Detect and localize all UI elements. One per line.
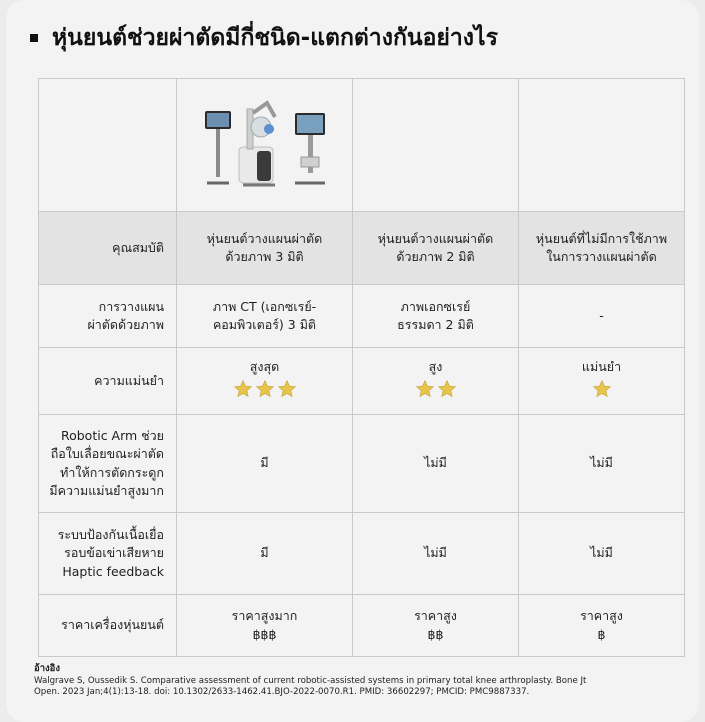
reference-heading: อ้างอิง [34,663,61,674]
star-icon [277,379,297,399]
price-col1 [177,595,353,657]
robotic-arm-label [39,415,177,513]
col3-header [519,212,685,285]
header-label: คุณสมบัติ [39,212,177,285]
title-text: หุ่นยนต์ช่วยผ่าตัดมีกี่ชนิด-แตกต่างกันอย่างไร [52,25,498,51]
imaging-row [39,285,685,348]
imaging-label [39,285,177,348]
col3-header-line2: ในการวางแผนผ่าตัด [546,249,657,264]
robotic-arm-row [39,415,685,513]
robotic-arm-col3: ไม่มี [519,415,685,513]
accuracy-col1 [177,348,353,415]
star-icon [592,379,612,399]
accuracy-col2 [353,348,519,415]
accuracy-col2-stars [359,379,512,404]
haptic-label-line3: Haptic feedback [62,563,164,579]
col2-header-line2: ด้วยภาพ 2 มิติ [396,249,475,264]
reference-line2: Open. 2023 Jan;4(1):13-18. doi: 10.1302/2633-1462.41.BJO-2022-0070.R1. PMID: 36602297; PMCID: PMC9887337. [34,687,530,698]
col1-header [177,212,353,285]
price-col1-text: ราคาสูงมาก [231,608,298,624]
accuracy-label: ความแม่นยำ [39,348,177,415]
comparison-table [38,78,685,657]
imaging-col2-line1: ภาพเอกซเรย์ [400,298,471,314]
header-row [39,212,685,285]
star-icon [437,379,457,399]
haptic-col3: ไม่มี [519,513,685,595]
price-col1-symbol: ฿฿฿ [252,626,277,642]
accuracy-col3 [519,348,685,415]
haptic-label-line1: ระบบป้องกันเนื้อเยื่อ [57,527,164,543]
haptic-col1: มี [177,513,353,595]
price-col3-symbol: ฿ [597,626,606,642]
price-row [39,595,685,657]
robotic-arm-col2: ไม่มี [353,415,519,513]
robotic-arm-col1: มี [177,415,353,513]
robot-image-cell [177,79,353,212]
surgical-robot-image [195,99,335,191]
accuracy-row [39,348,685,415]
accuracy-col3-text: แม่นยำ [581,359,622,375]
robotic-arm-label-line3: ทำให้การตัดกระดูก [60,464,164,480]
reference-line1: Walgrave S, Oussedik S. Comparative assessment of current robotic-assisted systems in primary total knee arthroplasty. Bone Jt [34,675,587,686]
imaging-col1 [177,285,353,348]
empty-cell [39,79,177,212]
imaging-col1-line2: คอมพิวเตอร์) 3 มิติ [212,317,317,332]
accuracy-col3-stars [525,379,678,404]
imaging-col2 [353,285,519,348]
price-col2-text: ราคาสูง [414,608,457,624]
price-col2-symbol: ฿฿ [427,626,444,642]
haptic-row [39,513,685,595]
col1-header-line1: หุ่นยนต์วางแผนผ่าตัด [206,230,323,246]
imaging-col1-line1: ภาพ CT (เอกซเรย์- [212,298,317,314]
bullet-icon [30,34,38,42]
col2-header [353,212,519,285]
star-icon [233,379,253,399]
imaging-col3: - [519,285,685,348]
reference [34,663,684,699]
empty-cell [519,79,685,212]
price-col3-text: ราคาสูง [580,608,623,624]
col1-header-line2: ด้วยภาพ 3 มิติ [225,249,304,264]
imaging-col2-line2: ธรรมดา 2 มิติ [397,317,474,332]
robotic-arm-label-line4: มีความแม่นยำสูงมาก [49,482,164,498]
empty-cell [353,79,519,212]
price-label: ราคาเครื่องหุ่นยนต์ [39,595,177,657]
haptic-col2: ไม่มี [353,513,519,595]
accuracy-col1-stars [183,379,346,404]
price-col2 [353,595,519,657]
imaging-label-line1: การวางแผน [98,298,164,314]
price-col3 [519,595,685,657]
star-icon [255,379,275,399]
haptic-label [39,513,177,595]
star-icon [415,379,435,399]
page-title [30,20,498,56]
robotic-arm-label-line1: Robotic Arm ช่วย [60,428,164,444]
accuracy-col2-text: สูง [428,359,443,375]
robotic-arm-label-line2: ถือใบเลื่อยขณะผ่าตัด [50,446,164,462]
col3-header-line1: หุ่นยนต์ที่ไม่มีการใช้ภาพ [535,230,668,246]
imaging-label-line2: ผ่าตัดด้วยภาพ [87,317,164,332]
accuracy-col1-text: สูงสุด [249,359,280,375]
image-row [39,79,685,212]
haptic-label-line2: รอบข้อเข่าเสียหาย [64,545,164,561]
col2-header-line1: หุ่นยนต์วางแผนผ่าตัด [377,230,494,246]
